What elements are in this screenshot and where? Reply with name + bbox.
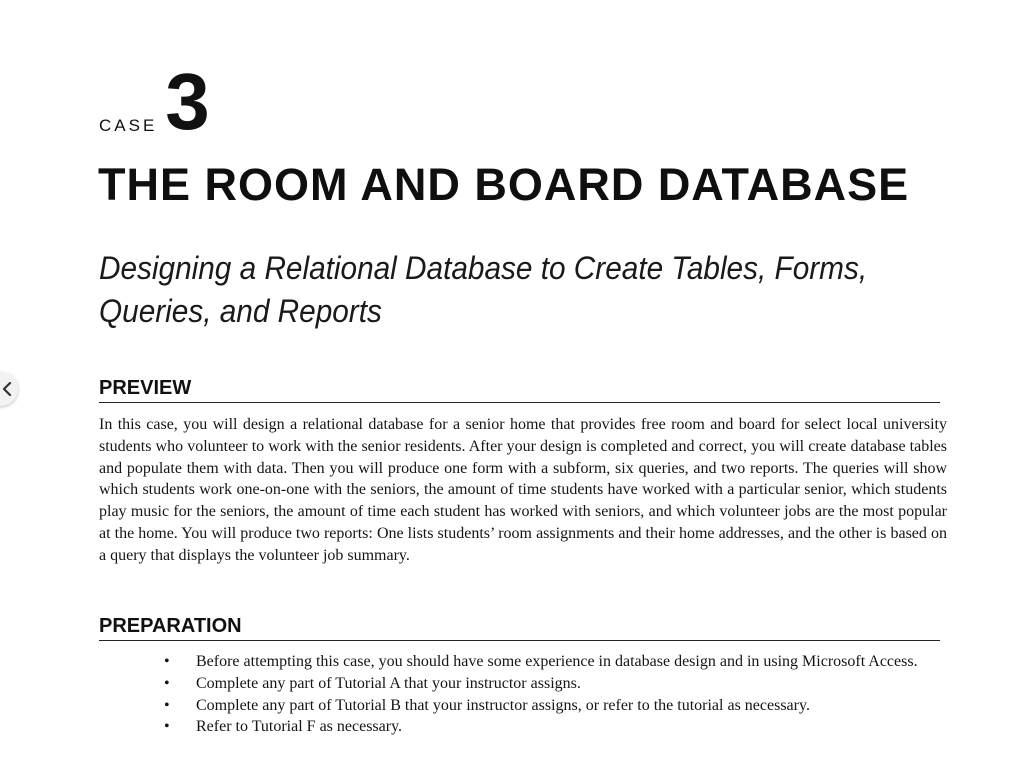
bullet-icon: • xyxy=(164,674,170,692)
bullet-icon: • xyxy=(164,718,170,736)
case-number: 3 xyxy=(165,57,210,146)
list-item xyxy=(160,673,960,695)
preview-paragraph: In this case, you will design a relational database for a senior home that provides free room and board for select local university students who volunteer to work with the senior residents. After your design is completed and correct, you will create database tables and populate them with data. Then you will produce one form with a subform, six queries, and two reports. The queries will show which students work one-on-one with the seniors, the amount of time students have worked with a particular senior, which students play music for the seniors, the amount of time each student has worked with seniors, and which volunteer jobs are the most popular at the home. You will produce two reports: One lists students’ room assignments and their home addresses, and the other is based on a query that displays the volunteer job summary. xyxy=(99,416,947,564)
case-label xyxy=(99,57,210,146)
preview-heading: PREVIEW xyxy=(99,376,940,403)
page-subtitle: Designing a Relational Database to Create Tables, Forms, Queries, and Reports xyxy=(99,250,868,329)
previous-page-button[interactable] xyxy=(0,372,18,406)
list-item-text: Refer to Tutorial F as necessary. xyxy=(196,718,403,736)
case-word: CASE xyxy=(99,116,158,135)
list-item-text: Complete any part of Tutorial A that your instructor assigns. xyxy=(196,674,581,692)
preparation-heading: PREPARATION xyxy=(99,614,940,641)
list-item xyxy=(160,695,960,717)
bullet-icon: • xyxy=(164,696,170,714)
preparation-list xyxy=(160,651,960,738)
list-item xyxy=(160,716,960,738)
list-item xyxy=(160,651,960,673)
chevron-left-icon xyxy=(2,382,12,396)
list-item-text: Before attempting this case, you should have some experience in database design and in using Microsoft Access. xyxy=(196,653,918,670)
bullet-icon: • xyxy=(164,653,170,670)
list-item-text: Complete any part of Tutorial B that your instructor assigns, or refer to the tutorial as necessary. xyxy=(196,696,810,714)
page-title: THE ROOM AND BOARD DATABASE xyxy=(98,159,910,210)
